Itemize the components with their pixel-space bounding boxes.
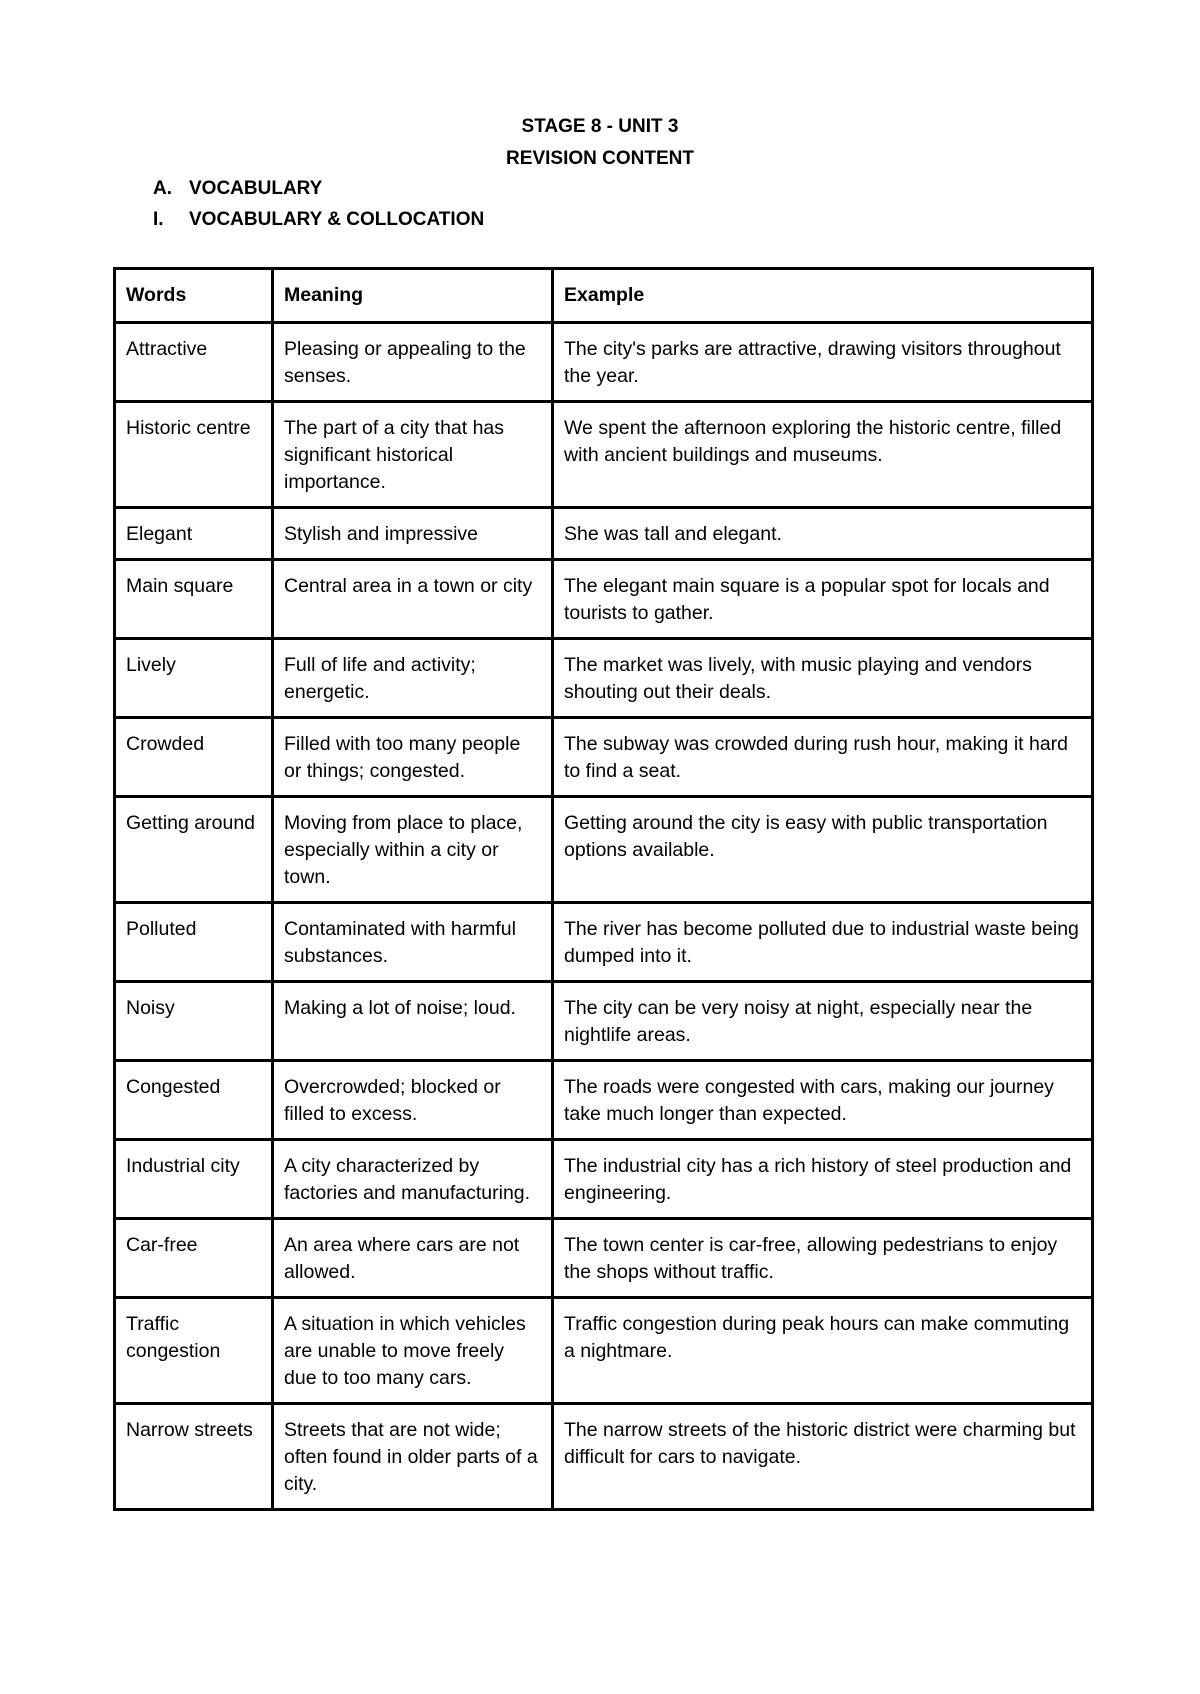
- example-cell: Traffic congestion during peak hours can make commuting a nightmare.: [553, 1298, 1093, 1404]
- column-header-words: Words: [115, 269, 273, 323]
- meaning-cell: A city characterized by factories and manufacturing.: [273, 1140, 553, 1219]
- table-row: [115, 1061, 1093, 1140]
- table-row: [115, 797, 1093, 903]
- word-cell: Polluted: [115, 903, 273, 982]
- word-cell: Congested: [115, 1061, 273, 1140]
- word-cell: Attractive: [115, 323, 273, 402]
- word-cell: Elegant: [115, 508, 273, 560]
- section-label: VOCABULARY: [189, 178, 323, 199]
- table-row: [115, 508, 1093, 560]
- example-cell: The elegant main square is a popular spot for locals and tourists to gather.: [553, 560, 1093, 639]
- subsection-heading-collocation: [153, 209, 484, 231]
- page-title: STAGE 8 - UNIT 3: [521, 116, 679, 137]
- word-cell: Industrial city: [115, 1140, 273, 1219]
- table-header-row: [115, 269, 1093, 323]
- table-row: [115, 1298, 1093, 1404]
- example-cell: The market was lively, with music playing and vendors shouting out their deals.: [553, 639, 1093, 718]
- column-header-example: Example: [553, 269, 1093, 323]
- table-row: [115, 402, 1093, 508]
- example-cell: The roads were congested with cars, making our journey take much longer than expected.: [553, 1061, 1093, 1140]
- section-marker: A.: [153, 178, 172, 199]
- word-cell: Noisy: [115, 982, 273, 1061]
- subsection-label: VOCABULARY & COLLOCATION: [189, 209, 485, 230]
- example-cell: The city's parks are attractive, drawing visitors throughout the year.: [553, 323, 1093, 402]
- table-row: [115, 323, 1093, 402]
- example-cell: She was tall and elegant.: [553, 508, 1093, 560]
- meaning-cell: An area where cars are not allowed.: [273, 1219, 553, 1298]
- example-cell: The river has become polluted due to industrial waste being dumped into it.: [553, 903, 1093, 982]
- meaning-cell: Filled with too many people or things; congested.: [273, 718, 553, 797]
- example-cell: The industrial city has a rich history of steel production and engineering.: [553, 1140, 1093, 1219]
- table-row: [115, 903, 1093, 982]
- table-row: [115, 639, 1093, 718]
- example-cell: The city can be very noisy at night, especially near the nightlife areas.: [553, 982, 1093, 1061]
- table-row: [115, 1219, 1093, 1298]
- meaning-cell: Making a lot of noise; loud.: [273, 982, 553, 1061]
- meaning-cell: A situation in which vehicles are unable to move freely due to too many cars.: [273, 1298, 553, 1404]
- example-cell: Getting around the city is easy with public transportation options available.: [553, 797, 1093, 903]
- page-subtitle: REVISION CONTENT: [506, 148, 694, 169]
- example-cell: The narrow streets of the historic district were charming but difficult for cars to navigate.: [553, 1404, 1093, 1510]
- example-cell: The subway was crowded during rush hour, making it hard to find a seat.: [553, 718, 1093, 797]
- word-cell: Traffic congestion: [115, 1298, 273, 1404]
- word-cell: Getting around: [115, 797, 273, 903]
- word-cell: Main square: [115, 560, 273, 639]
- meaning-cell: Streets that are not wide; often found in older parts of a city.: [273, 1404, 553, 1510]
- table-row: [115, 718, 1093, 797]
- word-cell: Narrow streets: [115, 1404, 273, 1510]
- meaning-cell: Central area in a town or city: [273, 560, 553, 639]
- meaning-cell: Full of life and activity; energetic.: [273, 639, 553, 718]
- meaning-cell: The part of a city that has significant historical importance.: [273, 402, 553, 508]
- table-row: [115, 1140, 1093, 1219]
- meaning-cell: Contaminated with harmful substances.: [273, 903, 553, 982]
- meaning-cell: Overcrowded; blocked or filled to excess.: [273, 1061, 553, 1140]
- meaning-cell: Pleasing or appealing to the senses.: [273, 323, 553, 402]
- table-row: [115, 560, 1093, 639]
- example-cell: We spent the afternoon exploring the historic centre, filled with ancient buildings and museums.: [553, 402, 1093, 508]
- section-heading-vocabulary: [153, 178, 322, 200]
- table-row: [115, 982, 1093, 1061]
- word-cell: Lively: [115, 639, 273, 718]
- column-header-meaning: Meaning: [273, 269, 553, 323]
- word-cell: Historic centre: [115, 402, 273, 508]
- example-cell: The town center is car-free, allowing pedestrians to enjoy the shops without traffic.: [553, 1219, 1093, 1298]
- word-cell: Crowded: [115, 718, 273, 797]
- word-cell: Car-free: [115, 1219, 273, 1298]
- meaning-cell: Moving from place to place, especially within a city or town.: [273, 797, 553, 903]
- subsection-marker: I.: [153, 209, 164, 230]
- vocabulary-table: [113, 267, 1094, 1511]
- table-row: [115, 1404, 1093, 1510]
- meaning-cell: Stylish and impressive: [273, 508, 553, 560]
